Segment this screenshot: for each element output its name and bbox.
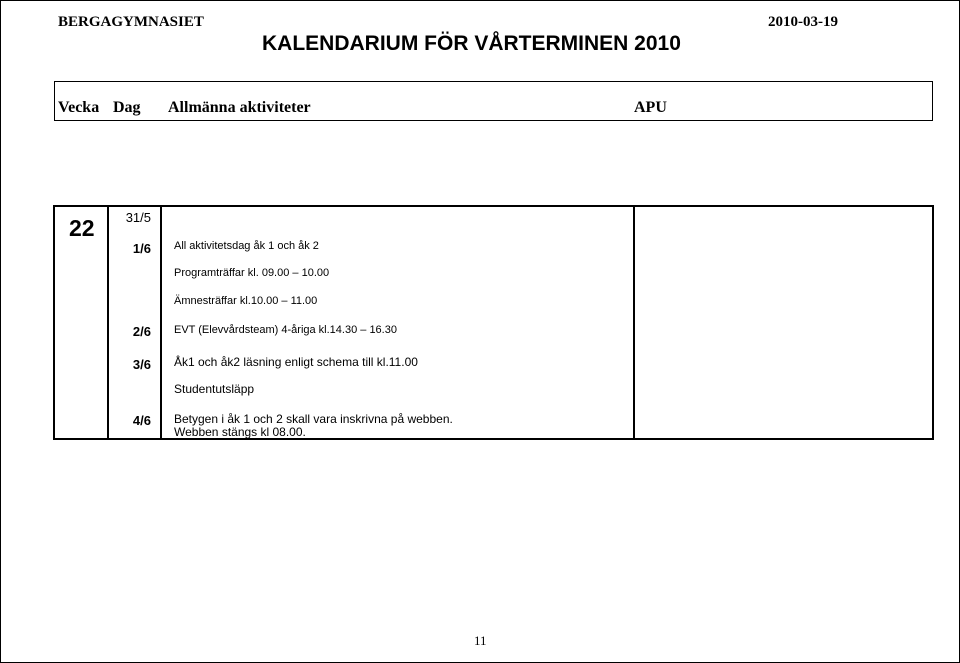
activity-text: Åk1 och åk2 läsning enligt schema till kl.11.00 [174,355,418,369]
week-number: 22 [69,215,95,241]
day-label: 4/6 [132,413,151,428]
activity-text: Studentutsläpp [174,382,255,396]
activity-text: Programträffar kl. 09.00 – 10.00 [174,267,330,279]
column-divider [160,207,162,438]
day-label: 2/6 [132,324,151,339]
column-divider [107,207,109,438]
column-week: Vecka [58,99,100,116]
activity-text: Betygen i åk 1 och 2 skall vara inskrivna på webben. [174,412,453,426]
page-number: 11 [474,633,487,648]
activity-text: EVT (Elevvårdsteam) 4-åriga kl.14.30 – 16.30 [174,324,397,336]
school-name: BERGAGYMNASIET [58,14,204,30]
page-title: KALENDARIUM FÖR VÅRTERMINEN 2010 [262,32,681,55]
column-header-table [54,81,933,121]
column-general-activities: Allmänna aktiviteter [168,99,311,116]
activity-text: Ämnesträffar kl.10.00 – 11.00 [174,295,318,307]
week-table [53,205,934,440]
activity-text: Webben stängs kl 08.00. [174,425,306,439]
day-label: 1/6 [132,241,151,256]
column-apu: APU [634,99,667,116]
day-label: 3/6 [132,357,151,372]
document-date: 2010-03-19 [768,14,838,30]
day-label: 31/5 [125,210,151,225]
activity-text: All aktivitetsdag åk 1 och åk 2 [174,240,319,252]
column-divider [633,207,635,438]
column-day: Dag [113,99,141,116]
